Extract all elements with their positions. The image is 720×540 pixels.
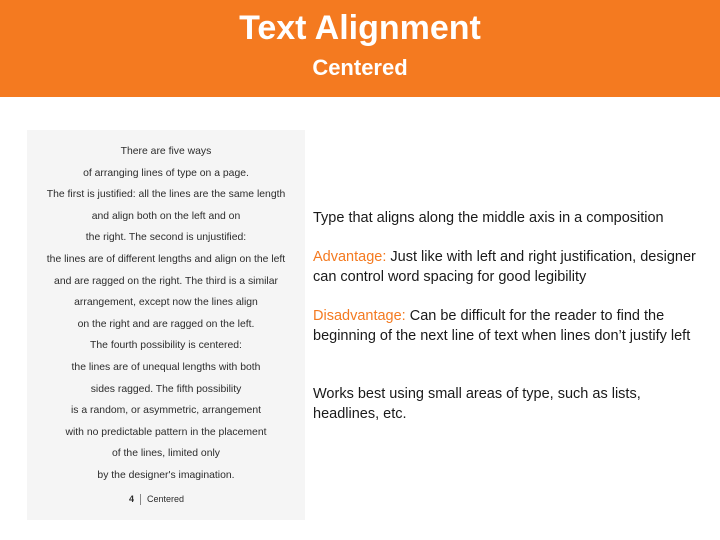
- sample-text-line: The fourth possibility is centered:: [90, 340, 242, 352]
- sample-text-line: There are five ways: [120, 146, 212, 157]
- sample-text-line: of arranging lines of type on a page.: [83, 167, 249, 179]
- sample-text-line: the lines are of unequal lengths with both: [71, 361, 261, 373]
- sample-text-line: is a random, or asymmetric, arrangement: [71, 405, 261, 417]
- centered-text-sample-image: [27, 130, 305, 520]
- sample-text-line: and align both on the left and on: [91, 210, 241, 222]
- sample-text-line: sides ragged. The fifth possibility: [90, 383, 242, 395]
- sample-text-lines: [27, 141, 305, 487]
- caption-divider: [140, 494, 141, 505]
- definition-paragraph: Type that aligns along the middle axis in a composition: [313, 210, 664, 226]
- sample-text-line: The first is justified: all the lines are the same length: [46, 189, 286, 201]
- disadvantage-text: Can be difficult for the reader to find the beginning of the next line of text when lines don’t justify left: [313, 308, 691, 344]
- works-best-paragraph: Works best using small areas of type, such as lists, headlines, etc.: [313, 386, 641, 422]
- sample-text-line: the lines are of different lengths and align on the left: [46, 253, 286, 265]
- sample-text-line: and are ragged on the right. The third is a similar: [54, 275, 278, 287]
- sample-text-line: arrangement, except now the lines align: [74, 297, 258, 309]
- disadvantage-label: Disadvantage:: [313, 308, 406, 324]
- disadvantage-paragraph: [313, 307, 708, 346]
- title-banner: [0, 0, 720, 97]
- advantage-text: Just like with left and right justification, designer can control word spacing for good legibility: [313, 249, 696, 285]
- slide-subtitle: Centered: [312, 55, 408, 80]
- sample-text-line: with no predictable pattern in the placement: [65, 426, 267, 438]
- sample-text-line: by the designer's imagination.: [97, 469, 235, 481]
- sample-page-number: 4: [129, 494, 135, 504]
- advantage-label: Advantage:: [313, 249, 387, 265]
- sample-text-line: the right. The second is unjustified:: [85, 232, 247, 244]
- slide-title: Text Alignment: [239, 9, 481, 47]
- sample-caption: [129, 494, 184, 505]
- sample-text-line: of the lines, limited only: [111, 448, 220, 460]
- sample-caption-label: Centered: [147, 494, 185, 504]
- advantage-paragraph: [313, 248, 708, 287]
- sample-text-line: on the right and are ragged on the left.: [77, 318, 255, 330]
